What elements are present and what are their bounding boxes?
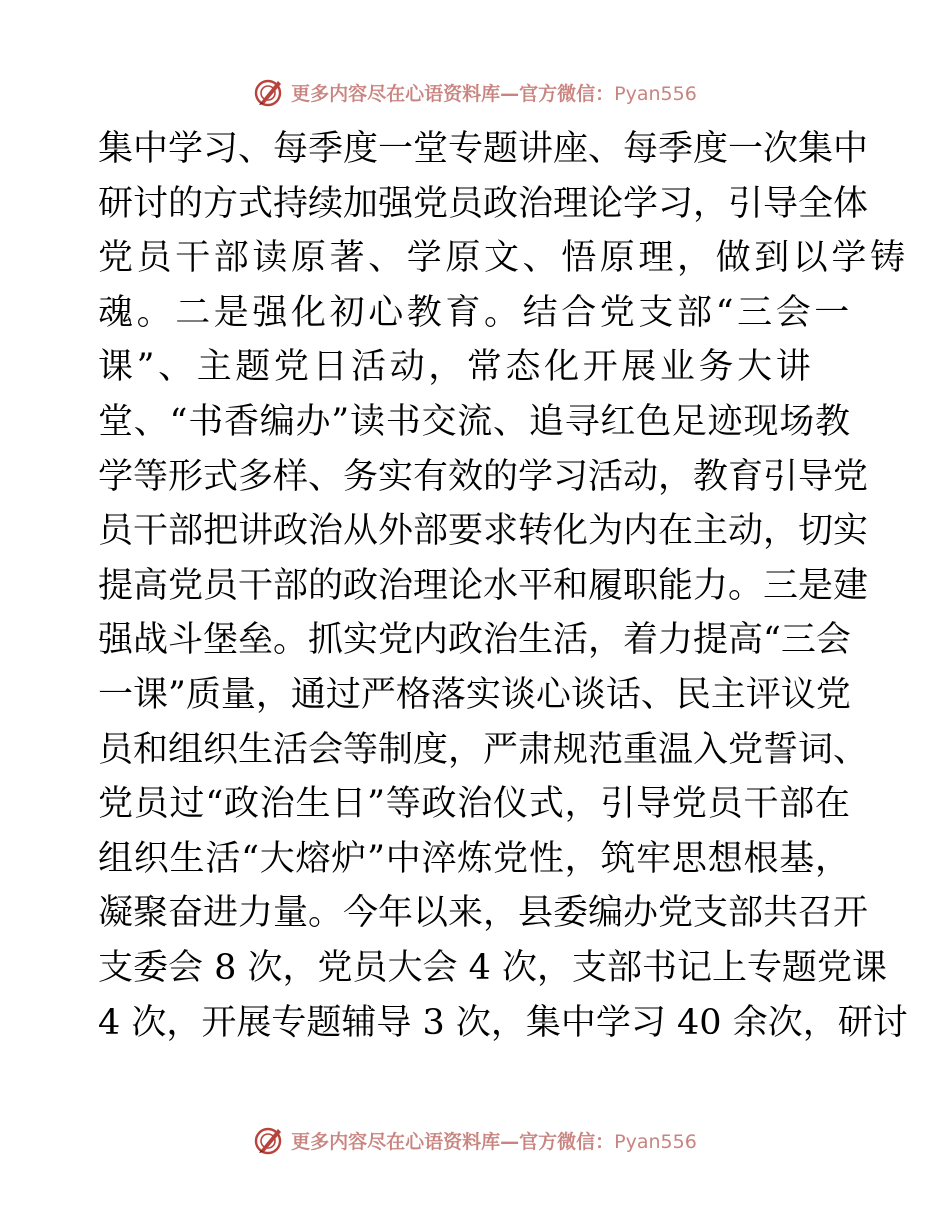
body-line: 凝聚奋进力量。今年以来，县委编办党支部共召开: [98, 893, 869, 934]
body-line: 学等形式多样、务实有效的学习活动，教育引导党: [98, 456, 869, 497]
body-line: 员和组织生活会等制度，严肃规范重温入党誓词、: [98, 729, 869, 770]
watermark-text: 更多内容尽在心语资料库—官方微信：Pyan556: [291, 82, 697, 105]
body-line: 强战斗堡垒。抓实党内政治生活，着力提高“三会: [98, 620, 851, 661]
header-watermark: [0, 74, 950, 110]
body-line: 党员过“政治生日”等政治仪式，引导党员干部在: [98, 784, 850, 825]
body-line: 集中学习、每季度一堂专题讲座、每季度一次集中: [98, 129, 869, 169]
pen-seal-logo-icon: [253, 76, 285, 108]
watermark-wechat-id: Pyan556: [614, 82, 697, 105]
watermark-wechat-id: Pyan556: [614, 1130, 697, 1153]
footer-watermark: [0, 1122, 950, 1158]
document-body: [98, 122, 909, 1050]
body-line: 党员干部读原著、学原文、悟原理，做到以学铸: [98, 238, 909, 279]
body-line: 堂、“书香编办”读书交流、追寻红色足迹现场教: [98, 401, 850, 442]
body-line: 4 次，开展专题辅导 3 次，集中学习 40 余次，研讨: [98, 1002, 908, 1043]
body-line: 一课”质量，通过严格落实谈心谈话、民主评议党: [98, 674, 851, 715]
body-line: 研讨的方式持续加强党员政治理论学习，引导全体: [98, 183, 869, 224]
pen-seal-logo-icon: [253, 1124, 285, 1156]
body-line: 课”、主题党日活动，常态化开展业务大讲: [98, 347, 815, 388]
body-line: 魂。二是强化初心教育。结合党支部“三会一: [98, 292, 853, 333]
body-line: 员干部把讲政治从外部要求转化为内在主动，切实: [98, 511, 869, 552]
watermark-text: 更多内容尽在心语资料库—官方微信：Pyan556: [291, 1130, 697, 1153]
body-line: 组织生活“大熔炉”中淬炼党性，筑牢思想根基，: [98, 838, 850, 879]
body-line: 提高党员干部的政治理论水平和履职能力。三是建: [98, 565, 869, 606]
body-line: 支委会 8 次，党员大会 4 次，支部书记上专题党课: [98, 947, 888, 988]
